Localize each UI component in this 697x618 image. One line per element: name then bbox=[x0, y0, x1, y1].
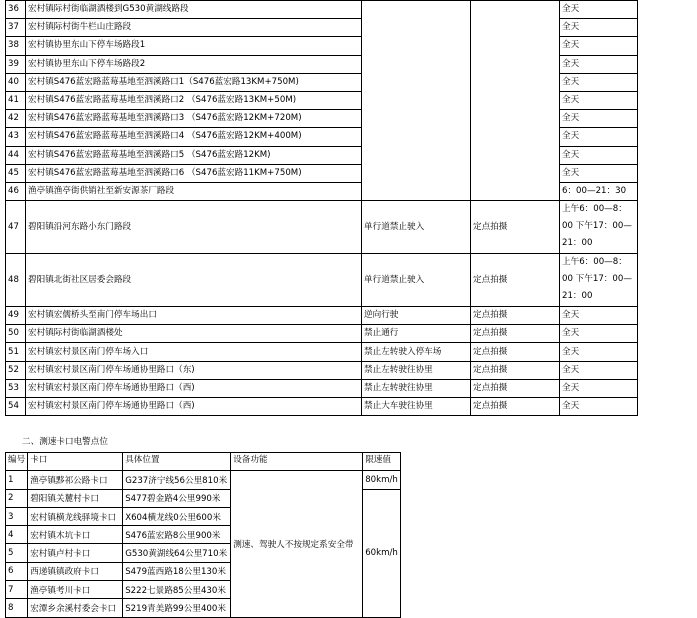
table-row bbox=[6, 254, 638, 307]
row-number: 42 bbox=[6, 110, 26, 128]
checkpoint-name: 碧阳镇关麓村卡口 bbox=[28, 489, 123, 507]
checkpoint-number: 3 bbox=[6, 507, 28, 525]
row-location: 宏村镇宏村景区南门停车场通协里路口（西) bbox=[26, 379, 362, 397]
row-capture-method: 定点拍摄 bbox=[471, 361, 560, 379]
row-location: 宏村镇宏村景区南门停车场通协里路口（西) bbox=[26, 398, 362, 416]
row-time: 全天 bbox=[560, 379, 638, 397]
row-number: 47 bbox=[6, 201, 26, 254]
row-location: 碧阳镇沿河东路小东门路段 bbox=[26, 201, 362, 254]
row-location: 宏村镇S476蓝宏路蓝莓基地至泗溪路口4 （S476蓝宏路12KM+400M) bbox=[26, 128, 362, 146]
row-number: 53 bbox=[6, 379, 26, 397]
row-time: 全天 bbox=[560, 19, 638, 37]
checkpoint-location: S219青美路99公里400米 bbox=[123, 599, 231, 617]
row-location: 宏村镇S476蓝宏路蓝莓基地至泗溪路口1（S476蓝宏路13KM+750M) bbox=[26, 73, 362, 91]
header-speed-limit: 限速值 bbox=[363, 453, 401, 471]
row-location: 宏村镇宏村景区南门停车场入口 bbox=[26, 343, 362, 361]
row-time: 全天 bbox=[560, 343, 638, 361]
row-number: 40 bbox=[6, 73, 26, 91]
header-number: 编号 bbox=[6, 453, 28, 471]
row-capture-method bbox=[471, 1, 560, 201]
checkpoint-name: 宏村镇卢村卡口 bbox=[28, 544, 123, 562]
row-number: 39 bbox=[6, 55, 26, 73]
header-function: 设备功能 bbox=[231, 453, 363, 471]
header-checkpoint: 卡口 bbox=[28, 453, 123, 471]
row-location: 宏村镇际村街临湖酒楼处 bbox=[26, 325, 362, 343]
row-time: 上午6：00—8：00 下午17：00—21：00 bbox=[560, 201, 638, 254]
device-function: 测速、驾驶人不按规定系安全带 bbox=[231, 471, 363, 617]
table-row bbox=[6, 379, 638, 397]
row-location: 宏村镇宏儒桥头至南门停车场出口 bbox=[26, 307, 362, 325]
checkpoint-name: 西递镇镇政府卡口 bbox=[28, 562, 123, 580]
row-capture-method: 定点拍摄 bbox=[471, 343, 560, 361]
row-time: 上午6：00—8：00 下午17：00—21：00 bbox=[560, 254, 638, 307]
row-violation-type: 单行道禁止驶入 bbox=[362, 201, 471, 254]
violation-points-table bbox=[5, 0, 638, 416]
row-capture-method: 定点拍摄 bbox=[471, 325, 560, 343]
speed-checkpoint-table-body bbox=[6, 453, 401, 618]
row-capture-method: 定点拍摄 bbox=[471, 307, 560, 325]
checkpoint-location: G237济宁线56公里810米 bbox=[123, 471, 231, 489]
checkpoint-number: 4 bbox=[6, 526, 28, 544]
row-number: 37 bbox=[6, 19, 26, 37]
row-violation-type: 禁止左转驶往协里 bbox=[362, 379, 471, 397]
checkpoint-location: S476蓝宏路8公里900米 bbox=[123, 526, 231, 544]
checkpoint-location: S479蓝西路18公里130米 bbox=[123, 562, 231, 580]
row-location: 宏村镇协里东山下停车场路段2 bbox=[26, 55, 362, 73]
row-violation-type bbox=[362, 1, 471, 201]
checkpoint-number: 1 bbox=[6, 471, 28, 489]
row-time: 全天 bbox=[560, 128, 638, 146]
row-location: 宏村镇S476蓝宏路蓝莓基地至泗溪路口6 （S476蓝宏路11KM+750M) bbox=[26, 164, 362, 182]
table-row bbox=[6, 361, 638, 379]
row-violation-type: 禁止左转驶往协里 bbox=[362, 361, 471, 379]
row-time: 全天 bbox=[560, 55, 638, 73]
row-number: 43 bbox=[6, 128, 26, 146]
row-time: 全天 bbox=[560, 146, 638, 164]
row-time: 全天 bbox=[560, 73, 638, 91]
table-row bbox=[6, 325, 638, 343]
row-number: 45 bbox=[6, 164, 26, 182]
row-location: 宏村镇际村街牛栏山庄路段 bbox=[26, 19, 362, 37]
row-location: 宏村镇S476蓝宏路蓝莓基地至泗溪路口3 （S476蓝宏路12KM+720M) bbox=[26, 110, 362, 128]
row-violation-type: 禁止左转驶入停车场 bbox=[362, 343, 471, 361]
row-location: 宏村镇协里东山下停车场路段1 bbox=[26, 37, 362, 55]
row-time: 全天 bbox=[560, 325, 638, 343]
table-row bbox=[6, 398, 638, 416]
row-location: 渔亭镇渔亭街供销社至新安源茶厂路段 bbox=[26, 182, 362, 200]
speed-limit: 80km/h bbox=[363, 471, 401, 489]
violation-points-table-body bbox=[6, 1, 638, 416]
checkpoint-location: X604横龙线0公里600米 bbox=[123, 507, 231, 525]
row-number: 46 bbox=[6, 182, 26, 200]
row-number: 38 bbox=[6, 37, 26, 55]
checkpoint-name: 宏村镇横龙线驿境卡口 bbox=[28, 507, 123, 525]
section-2-title: 二、测速卡口电警点位 bbox=[22, 437, 108, 447]
header-location: 具体位置 bbox=[123, 453, 231, 471]
row-capture-method: 定点拍摄 bbox=[471, 254, 560, 307]
row-capture-method: 定点拍摄 bbox=[471, 398, 560, 416]
row-time: 全天 bbox=[560, 307, 638, 325]
row-capture-method: 定点拍摄 bbox=[471, 379, 560, 397]
row-number: 49 bbox=[6, 307, 26, 325]
row-time: 全天 bbox=[560, 110, 638, 128]
table-row bbox=[6, 1, 638, 19]
checkpoint-name: 渔亭镇考川卡口 bbox=[28, 581, 123, 599]
table-row bbox=[6, 471, 401, 489]
row-number: 44 bbox=[6, 146, 26, 164]
speed-checkpoint-table bbox=[5, 452, 401, 618]
row-time: 6：00—21：30 bbox=[560, 182, 638, 200]
checkpoint-number: 7 bbox=[6, 581, 28, 599]
row-number: 54 bbox=[6, 398, 26, 416]
row-time: 全天 bbox=[560, 361, 638, 379]
row-location: 宏村镇际村街临湖酒楼到G530黄湖线路段 bbox=[26, 1, 362, 19]
row-location: 碧阳镇北街社区居委会路段 bbox=[26, 254, 362, 307]
speed-limit: 60km/h bbox=[363, 489, 401, 617]
table-row bbox=[6, 343, 638, 361]
row-time: 全天 bbox=[560, 91, 638, 109]
row-number: 36 bbox=[6, 1, 26, 19]
row-location: 宏村镇S476蓝宏路蓝莓基地至泗溪路口5 （S476蓝宏路12KM) bbox=[26, 146, 362, 164]
row-number: 48 bbox=[6, 254, 26, 307]
row-violation-type: 逆向行驶 bbox=[362, 307, 471, 325]
row-number: 41 bbox=[6, 91, 26, 109]
checkpoint-number: 8 bbox=[6, 599, 28, 617]
row-violation-type: 单行道禁止驶入 bbox=[362, 254, 471, 307]
table-row bbox=[6, 201, 638, 254]
checkpoint-name: 宏潭乡余溪村委会卡口 bbox=[28, 599, 123, 617]
row-capture-method: 定点拍摄 bbox=[471, 201, 560, 254]
table-header-row bbox=[6, 453, 401, 471]
checkpoint-number: 6 bbox=[6, 562, 28, 580]
row-violation-type: 禁止大车驶往协里 bbox=[362, 398, 471, 416]
row-location: 宏村镇S476蓝宏路蓝莓基地至泗溪路口2 （S476蓝宏路13KM+50M) bbox=[26, 91, 362, 109]
row-number: 50 bbox=[6, 325, 26, 343]
row-time: 全天 bbox=[560, 164, 638, 182]
row-time: 全天 bbox=[560, 1, 638, 19]
row-number: 51 bbox=[6, 343, 26, 361]
checkpoint-location: G530黄湖线64公里710米 bbox=[123, 544, 231, 562]
row-location: 宏村镇宏村景区南门停车场通协里路口（东) bbox=[26, 361, 362, 379]
checkpoint-number: 5 bbox=[6, 544, 28, 562]
table-row bbox=[6, 307, 638, 325]
row-number: 52 bbox=[6, 361, 26, 379]
row-time: 全天 bbox=[560, 37, 638, 55]
checkpoint-location: S477碧金路4公里990米 bbox=[123, 489, 231, 507]
checkpoint-name: 宏村镇木坑卡口 bbox=[28, 526, 123, 544]
row-violation-type: 禁止通行 bbox=[362, 325, 471, 343]
checkpoint-location: S222七景路85公里430米 bbox=[123, 581, 231, 599]
row-time: 全天 bbox=[560, 398, 638, 416]
checkpoint-name: 渔亭镇黟祁公路卡口 bbox=[28, 471, 123, 489]
checkpoint-number: 2 bbox=[6, 489, 28, 507]
